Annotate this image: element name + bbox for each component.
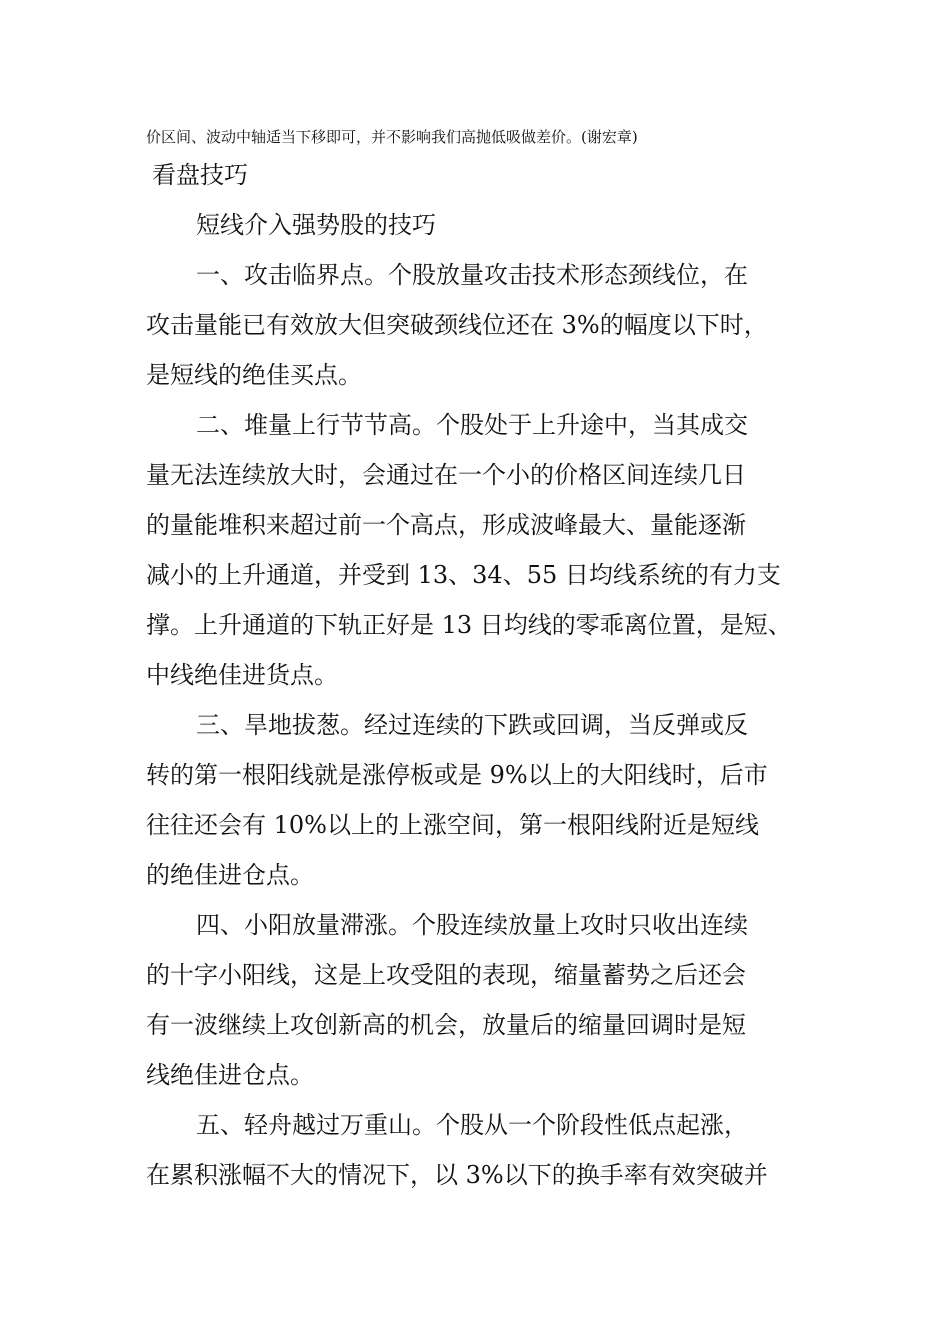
section-heading: 看盘技巧 bbox=[152, 161, 248, 189]
paragraph-4-line-1: 四、小阳放量滞涨。个股连续放量上攻时只收出连续 bbox=[196, 911, 748, 939]
paragraph-3-line-2: 转的第一根阳线就是涨停板或是 9%以上的大阳线时，后市 bbox=[146, 761, 768, 789]
paragraph-4-line-4: 线绝佳进仓点。 bbox=[146, 1061, 314, 1089]
paragraph-1-line-3: 是短线的绝佳买点。 bbox=[146, 361, 362, 389]
paragraph-4-line-3: 有一波继续上攻创新高的机会，放量后的缩量回调时是短 bbox=[146, 1011, 746, 1039]
paragraph-2-line-1: 二、堆量上行节节高。个股处于上升途中，当其成交 bbox=[196, 411, 748, 439]
paragraph-5-line-2: 在累积涨幅不大的情况下，以 3%以下的换手率有效突破并 bbox=[146, 1161, 768, 1189]
paragraph-1-line-2: 攻击量能已有效放大但突破颈线位还在 3%的幅度以下时， bbox=[146, 311, 768, 339]
paragraph-2-line-2: 量无法连续放大时，会通过在一个小的价格区间连续几日 bbox=[146, 461, 746, 489]
paragraph-3-line-3: 往往还会有 10%以上的上涨空间，第一根阳线附近是短线 bbox=[146, 811, 759, 839]
paragraph-2-line-3: 的量能堆积来超过前一个高点，形成波峰最大、量能逐渐 bbox=[146, 511, 746, 539]
paragraph-2-line-4: 减小的上升通道，并受到 13、34、55 日均线系统的有力支 bbox=[146, 561, 781, 589]
intro-text: 价区间、波动中轴适当下移即可，并不影响我们高抛低吸做差价。(谢宏章) bbox=[146, 128, 638, 146]
paragraph-1-line-1: 一、攻击临界点。个股放量攻击技术形态颈线位，在 bbox=[196, 261, 748, 289]
paragraph-3-line-1: 三、旱地拔葱。经过连续的下跌或回调，当反弹或反 bbox=[196, 711, 748, 739]
section-subheading: 短线介入强势股的技巧 bbox=[196, 211, 436, 239]
paragraph-4-line-2: 的十字小阳线，这是上攻受阻的表现，缩量蓄势之后还会 bbox=[146, 961, 746, 989]
paragraph-2-line-6: 中线绝佳进货点。 bbox=[146, 661, 338, 689]
paragraph-3-line-4: 的绝佳进仓点。 bbox=[146, 861, 314, 889]
paragraph-5-line-1: 五、轻舟越过万重山。个股从一个阶段性低点起涨， bbox=[196, 1111, 748, 1139]
paragraph-2-line-5: 撑。上升通道的下轨正好是 13 日均线的零乖离位置，是短、 bbox=[146, 611, 792, 639]
